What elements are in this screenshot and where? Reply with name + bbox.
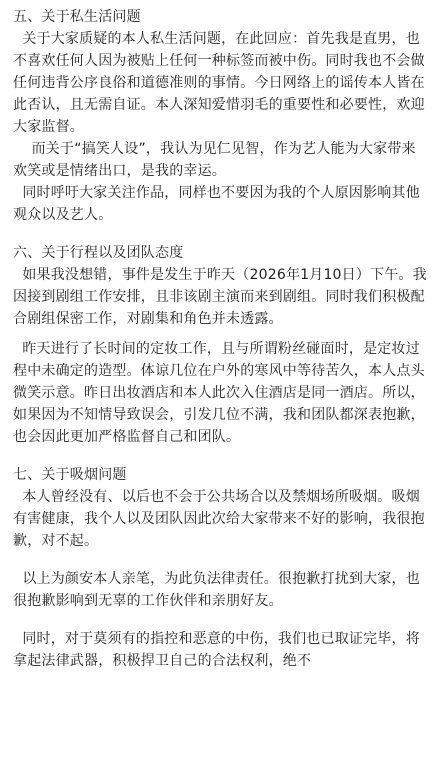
paragraph: 昨天进行了长时间的定妆工作，且与所谓粉丝碰面时，是定妆过程中未确定的造型。体谅几位在户外的寒风中等待苦久，本人点头微笑示意。昨日出妆酒店和本人此次入住酒店是同一酒店。所以，如果因为不知情导致误会，引发几位不满，我和团队都深表抱歉，也会因此更加严格监督自己和团队。: [13, 341, 425, 445]
paragraph: 本人曾经没有、以后也不会于公共场合以及禁烟场所吸烟。吸烟有害健康，我个人以及团队因此次给大家带来不好的影响，我很抱歉，对不起。: [13, 489, 425, 549]
closing-section: [13, 568, 429, 672]
section-smoking: [13, 464, 429, 552]
closing-paragraph: 以上为颜安本人亲笔，为此负法律责任。很抱歉打扰到大家，也很抱歉影响到无辜的工作伙伴和亲朋好友。: [13, 571, 420, 609]
spacer: [13, 552, 429, 568]
paragraph: 如果我没想错，事件是发生于昨天（2026年1月10日）下午。我因接到剧组工作安排，且非该剧主演而来到剧组。同时我们积极配合剧组保密工作，对剧集和角色并未透露。: [13, 267, 427, 327]
spacer: [13, 448, 429, 464]
section-heading: 七、关于吸烟问题: [13, 467, 127, 483]
paragraph: 同时呼吁大家关注作品，同样也不要因为我的个人原因影响其他观众以及艺人。: [13, 185, 420, 223]
spacer: [13, 330, 429, 338]
paragraph: 而关于“搞笑人设”，我认为见仁见智，作为艺人能为大家带来欢笑或是情绪出口，是我的幸运。: [13, 141, 416, 179]
paragraph: 关于大家质疑的本人私生活问题，在此回应：首先我是直男，也不喜欢任何人因为被贴上任何一种标签而被中伤。同时我也不会做任何违背公序良俗和道德准则的事情。今日网络上的谣传本人皆在此否认，且无需自证。本人深知爱惜羽毛的重要性和必要性，欢迎大家监督。: [13, 31, 425, 135]
spacer: [13, 226, 429, 242]
section-heading: 六、关于行程以及团队态度: [13, 245, 184, 261]
spacer: [13, 612, 429, 628]
closing-paragraph: 同时，对于莫须有的指控和恶意的中伤，我们也已取证完毕，将拿起法律武器，积极捍卫自己的合法权利，绝不: [13, 631, 420, 669]
section-heading: 五、关于私生活问题: [13, 9, 141, 25]
section-schedule-team: [13, 242, 429, 448]
section-private-life: [13, 6, 429, 226]
